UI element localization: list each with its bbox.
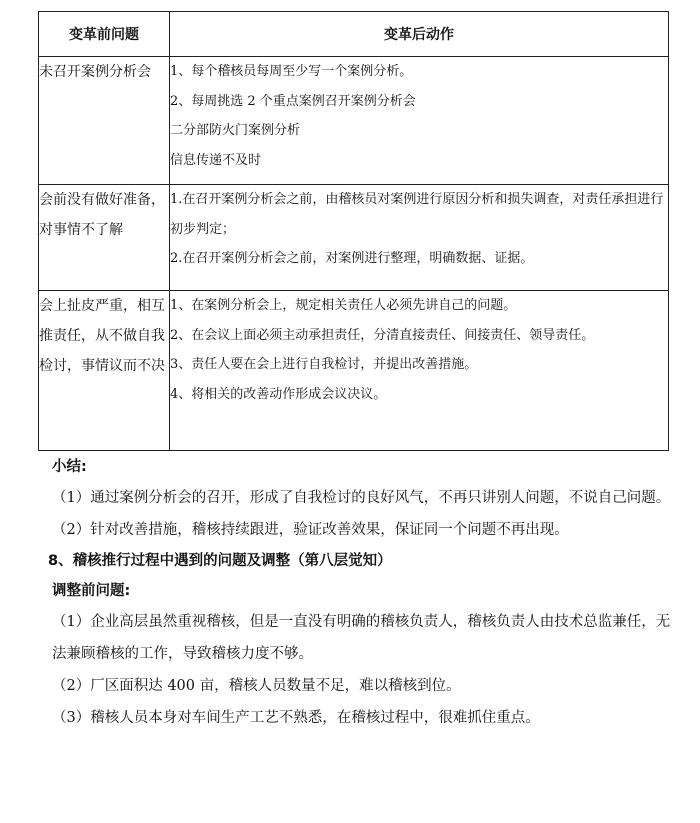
- header-after-actions: 变革后动作: [170, 12, 669, 57]
- action-item: 2、在会议上面必须主动承担责任，分清直接责任、间接责任、领导责任。: [170, 327, 595, 343]
- table-row: [39, 57, 669, 185]
- reform-comparison-table: [38, 11, 669, 451]
- action-item: 1.在召开案例分析会之前，由稽核员对案例进行原因分析和损失调查，对责任承担进行初步判定；: [170, 192, 664, 237]
- problem-item: （1）企业高层虽然重视稽核，但是一直没有明确的稽核负责人，稽核负责人由技术总监兼任，无法兼顾稽核的工作，导致稽核力度不够。: [52, 614, 671, 662]
- body-text: [48, 452, 672, 734]
- action-item: 4、将相关的改善动作形成会议决议。: [170, 386, 387, 402]
- problem-item: （3）稽核人员本身对车间生产工艺不熟悉，在稽核过程中，很难抓住重点。: [52, 710, 540, 726]
- action-item: 信息传递不及时: [170, 152, 262, 168]
- summary-item: （2）针对改善措施，稽核持续跟进，验证改善效果，保证同一个问题不再出现。: [52, 522, 569, 538]
- action-item: 1、在案例分析会上，规定相关责任人必须先讲自己的问题。: [170, 298, 517, 313]
- summary-heading: 小结:: [52, 459, 87, 475]
- action-item: 3、责任人要在会上进行自我检讨，并提出改善措施。: [170, 357, 478, 372]
- problem-cell: 未召开案例分析会: [39, 57, 170, 185]
- table-row: [39, 291, 669, 451]
- problem-cell: 会前没有做好准备，对事情不了解: [39, 185, 170, 291]
- actions-cell: [170, 291, 669, 451]
- action-item: 2.在召开案例分析会之前，对案例进行整理，明确数据、证据。: [170, 251, 534, 266]
- table-header-row: [39, 12, 669, 57]
- problem-cell: 会上扯皮严重，相互推责任，从不做自我检讨，事情议而不决: [39, 291, 170, 451]
- section-heading: 8、稽核推行过程中遇到的问题及调整（第八层觉知）: [48, 553, 392, 569]
- action-item: 1、每个稽核员每周至少写一个案例分析。: [170, 64, 413, 79]
- subsection-heading: 调整前问题:: [52, 583, 131, 599]
- summary-item: （1）通过案例分析会的召开，形成了自我检讨的良好风气，不再只讲别人问题，不说自己问题。: [52, 490, 671, 506]
- action-item: 2、每周挑选 2 个重点案例召开案例分析会: [170, 93, 416, 109]
- action-item: 二分部防火门案例分析: [170, 123, 301, 138]
- actions-cell: [170, 185, 669, 291]
- table-row: [39, 185, 669, 291]
- problem-item: （2）厂区面积达 400 亩，稽核人员数量不足，难以稽核到位。: [52, 678, 461, 694]
- actions-cell: [170, 57, 669, 185]
- header-before-problems: 变革前问题: [39, 12, 170, 57]
